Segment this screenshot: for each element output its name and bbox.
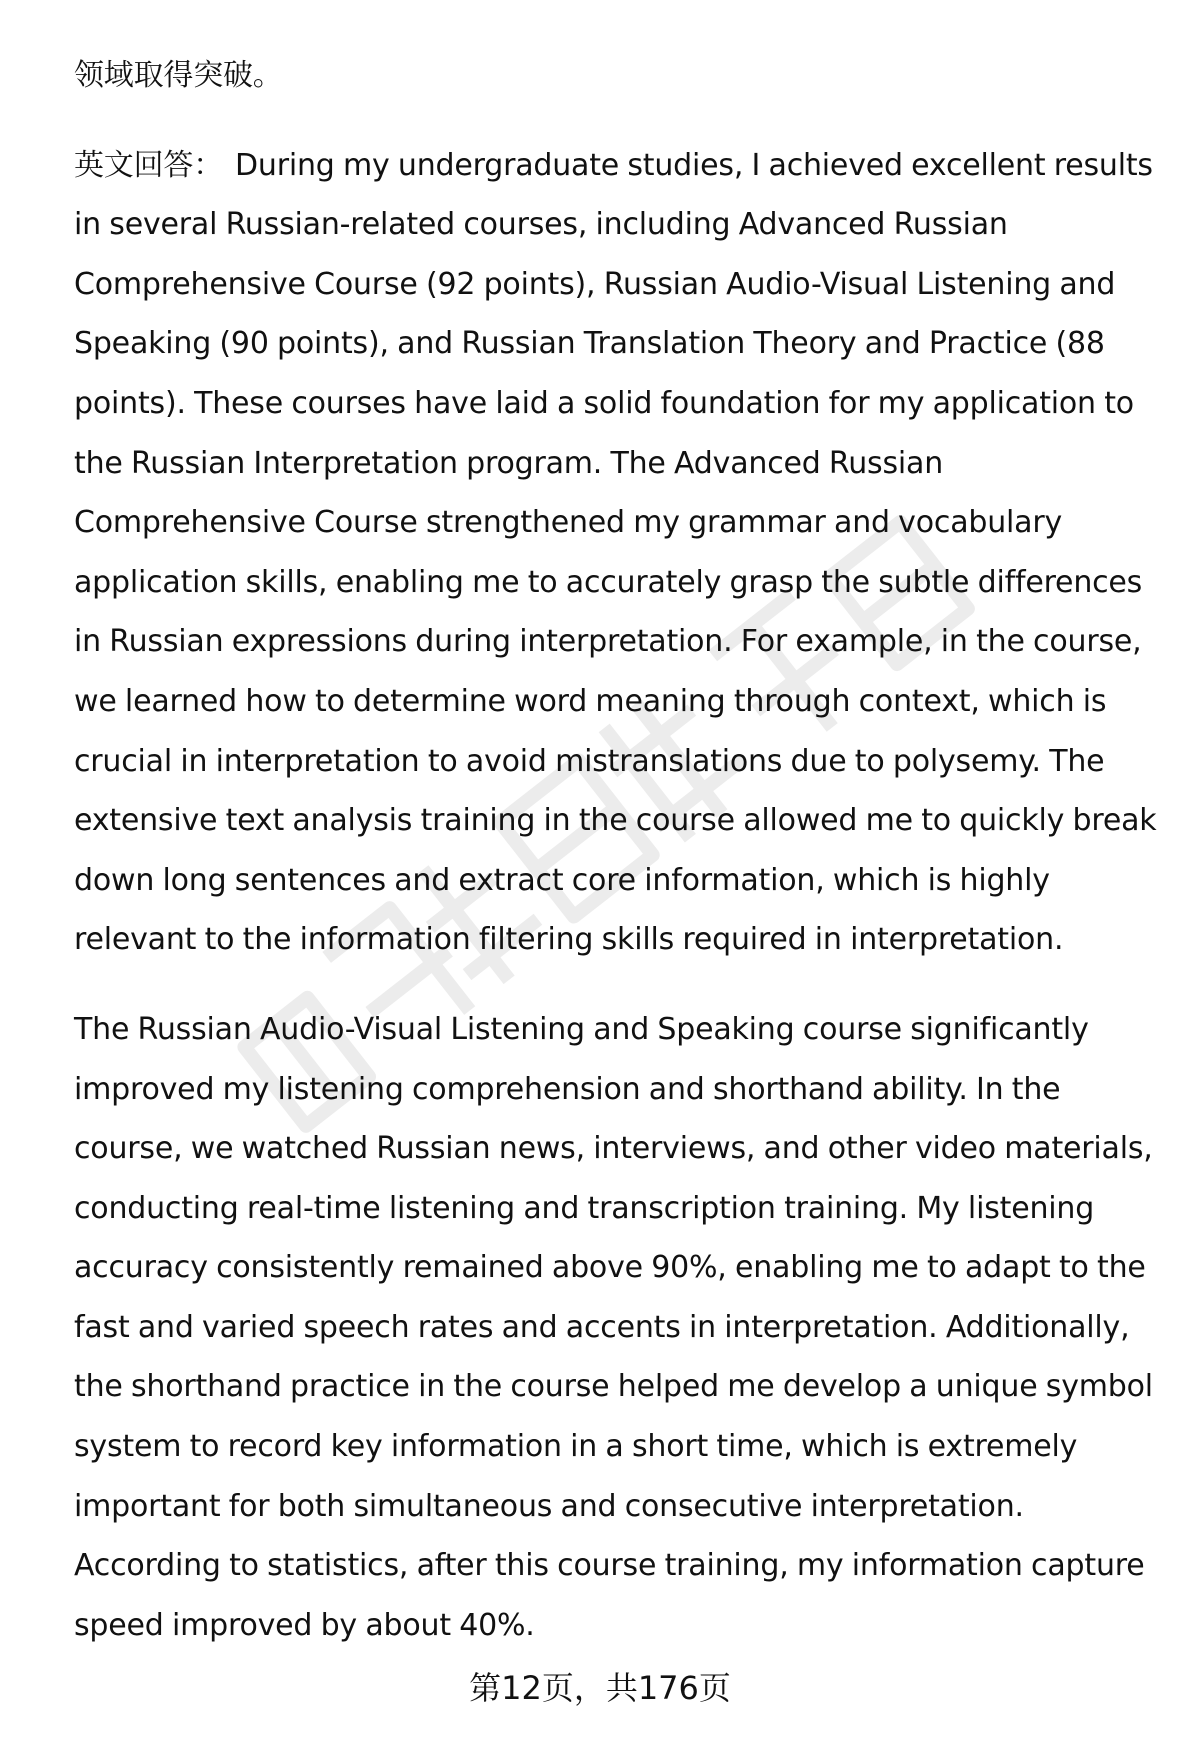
intro-line: 领域取得突破。 <box>74 58 283 93</box>
paragraph-1-text: During my undergraduate studies, I achieved excellent results in several Russian-related courses, including Advanced Russian Comprehensive Course (92 points), Russian Audio-Visual Listening and Speaking (90 points), and Russian Translation Theory and Practice (88 points). These courses have laid a solid foundation for my application to the Russian Interpretation program. The Advanced Russian Comprehensive Course strengthened my grammar and vocabulary application skills, enabling me to accurately grasp the subtle differences in Russian expressions during interpretation. For example, in the course, we learned how to determine word meaning through context, which is crucial in interpretation to avoid mistranslations due to polysemy. The extensive text analysis training in the course allowed me to quickly break down long sentences and extract core information, which is highly relevant to the information filtering skills required in interpretation. <box>74 147 1157 958</box>
answer-paragraph-2: The Russian Audio-Visual Listening and Speaking course significantly improved my listening comprehension and shorthand ability. In the course, we watched Russian news, interviews, and other video materials, conducting real-time listening and transcription training. My listening accuracy consistently remained above 90%, enabling me to adapt to the fast and varied speech rates and accents in interpretation. Additionally, the shorthand practice in the course helped me develop a unique symbol system to record key information in a short time, which is extremely important for both simultaneous and consecutive interpretation. According to statistics, after this course training, my information capture speed improved by about 40%. <box>74 1011 1153 1643</box>
answer-label: 英文回答： <box>74 147 223 183</box>
answer-paragraph-1 <box>74 136 1164 970</box>
document-body <box>74 46 1164 1655</box>
page-number-footer: 第12页，共176页 <box>469 1669 731 1707</box>
